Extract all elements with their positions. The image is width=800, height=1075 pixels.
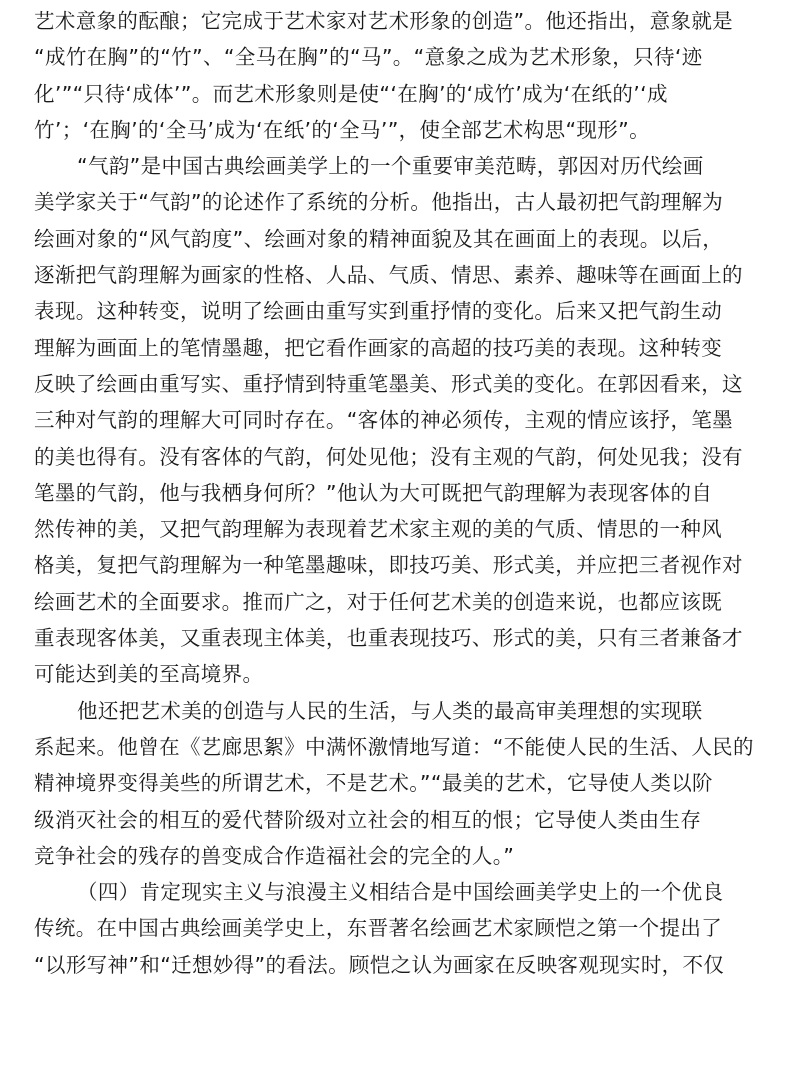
text-line: “气韵”是中国古典绘画美学上的一个重要审美范畴，郭因对历代绘画 — [77, 154, 704, 179]
text-line: 逐渐把气韵理解为画家的性格、人品、气质、情思、素养、趣味等在画面上的 — [34, 263, 743, 288]
text-line: 反映了绘画由重写实、重抒情到特重笔墨美、形式美的变化。在郭因看来，这 — [34, 371, 743, 396]
text-line: 艺术意象的酝酿；它完成于艺术家对艺术形象的创造”。他还指出，意象就是 — [34, 9, 734, 33]
document-body — [34, 3, 766, 983]
text-line: 他还把艺术美的创造与人民的生活，与人类的最高审美理想的实现联 — [77, 698, 703, 723]
text-line: 然传神的美，又把气韵理解为表现着艺术家主观的美的气质、情思的一种风 — [34, 517, 723, 542]
text-line: 重表现客体美，又重表现主体美，也重表现技巧、形式的美，只有三者兼备才 — [34, 626, 743, 651]
text-line: 竞争社会的残存的兽变成合作造福社会的完全的人。” — [34, 843, 515, 868]
text-line: 精神境界变得美些的所谓艺术，不是艺术。”“最美的艺术，它导使人类以阶 — [34, 771, 713, 796]
text-line: 笔墨的气韵，他与我栖身何所？”他认为大可既把气韵理解为表现客体的自 — [34, 480, 713, 505]
text-line: 可能达到美的至高境界。 — [34, 662, 264, 687]
text-line: （四）肯定现实主义与浪漫主义相结合是中国绘画美学史上的一个优良 — [77, 880, 724, 905]
text-line: 传统。在中国古典绘画美学史上，东晋著名绘画艺术家顾恺之第一个提出了 — [34, 916, 723, 941]
text-line: 竹’；‘在胸’的‘全马’成为‘在纸’的‘全马’”，使全部艺术构思“现形”。 — [34, 117, 650, 142]
text-line: 化’”“只待‘成体’”。而艺术形象则是使“‘在胸’的‘成竹’成为‘在纸的’‘成 — [34, 81, 668, 106]
text-line: 格美，复把气韵理解为一种笔墨趣味，即技巧美、形式美，并应把三者视作对 — [34, 553, 743, 578]
document-page — [0, 3, 800, 1075]
text-line: 绘画艺术的全面要求。推而广之，对于任何艺术美的创造来说，也都应该既 — [34, 589, 723, 614]
text-line: 的美也得有。没有客体的气韵，何处见他；没有主观的气韵，何处见我；没有 — [34, 444, 743, 469]
text-line: 表现。这种转变，说明了绘画由重写实到重抒情的变化。后来又把气韵生动 — [34, 299, 723, 324]
text-line: 美学家关于“气韵”的论述作了系统的分析。他指出，古人最初把气韵理解为 — [34, 190, 724, 215]
text-line: 理解为画面上的笔情墨趣，把它看作画家的高超的技巧美的表现。这种转变 — [34, 335, 723, 360]
text-line: 三种对气韵的理解大可同时存在。“客体的神必须传，主观的情应该抒，笔墨 — [34, 408, 734, 433]
text-line: “成竹在胸”的“竹”、“全马在胸”的“马”。“意象之成为艺术形象，只待‘迹 — [34, 45, 703, 70]
text-line: 绘画对象的“风气韵度”、绘画对象的精神面貌及其在画面上的表现。以后， — [34, 226, 724, 251]
text-line: 系起来。他曾在《艺廊思絮》中满怀激情地写道：“不能使人民的生活、人民的 — [34, 734, 754, 759]
text-line: 级消灭社会的相互的爱代替阶级对立社会的相互的恨；它导使人类由生存 — [34, 807, 702, 832]
text-line: “以形写神”和“迁想妙得”的看法。顾恺之认为画家在反映客观现实时，不仅 — [34, 952, 725, 977]
